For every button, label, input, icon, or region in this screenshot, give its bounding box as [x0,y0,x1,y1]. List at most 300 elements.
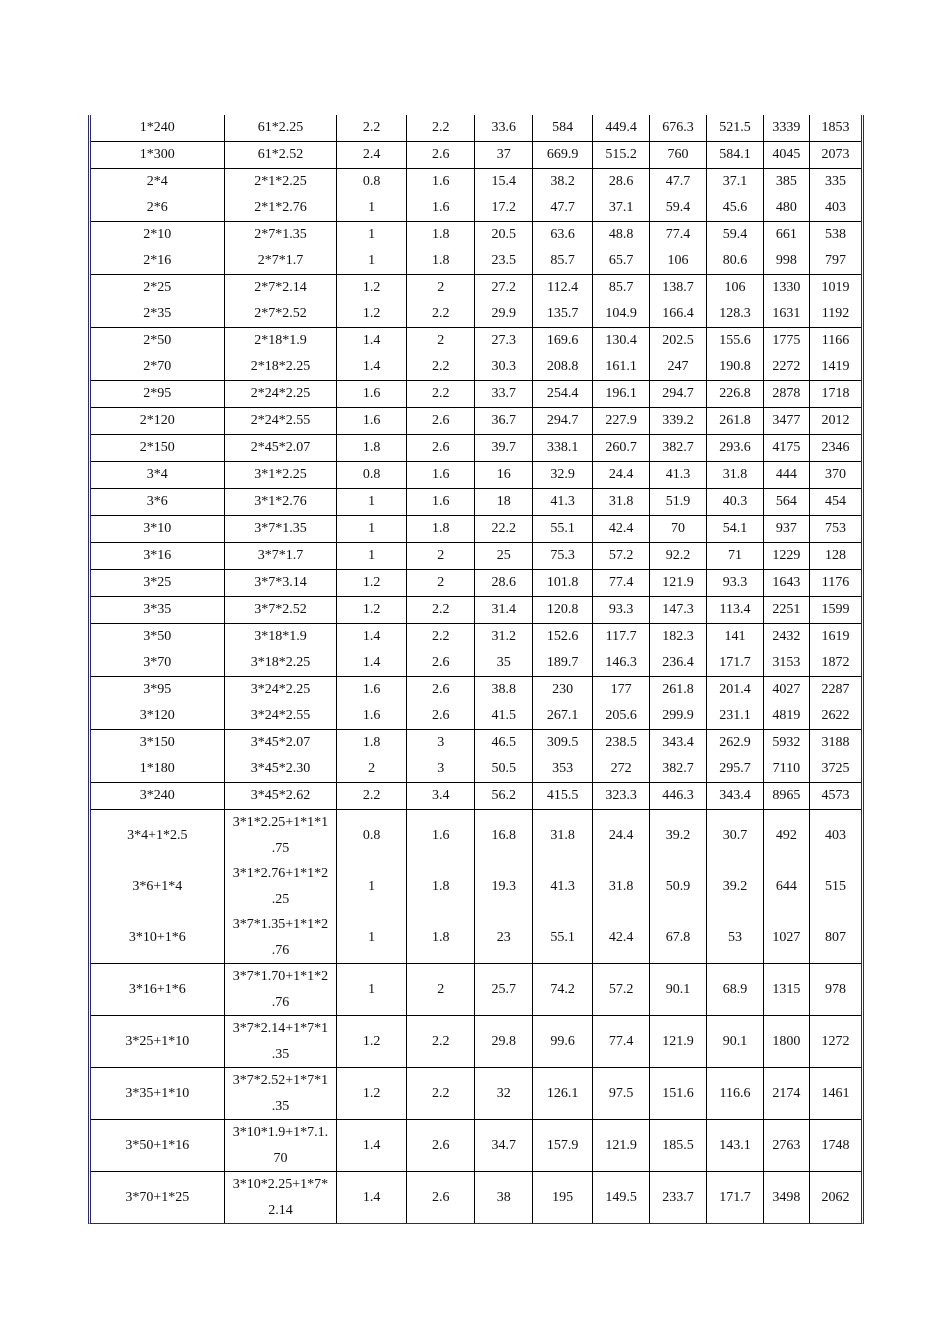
table-cell: 57.2 [593,543,649,570]
table-cell: 208.8 [532,354,592,381]
table-cell: 1176 [810,570,861,597]
table-cell: 17.2 [475,195,532,222]
table-cell: 34.7 [475,1120,532,1172]
table-cell: 3*7*2.52 [224,597,337,624]
table-row [91,142,861,169]
table-cell: 3*7*1.70+1*1*2 .76 [224,964,337,1016]
table-cell: 2*150 [91,435,224,462]
table-cell: 1 [337,516,407,543]
table-cell: 2*18*2.25 [224,354,337,381]
table-cell: 117.7 [593,624,649,651]
table-cell: 75.3 [532,543,592,570]
table-row [91,275,861,302]
table-cell: 3*1*2.25+1*1*1 .75 [224,810,337,862]
table-cell: 3*1*2.25 [224,462,337,489]
table-cell: 2346 [810,435,861,462]
table-cell: 190.8 [707,354,763,381]
table-cell: 2*10 [91,222,224,249]
table-row [91,677,861,704]
table-cell: 18 [475,489,532,516]
table-cell: 46.5 [475,730,532,757]
table-cell: 1 [337,222,407,249]
table-cell: 309.5 [532,730,592,757]
table-cell: 1.4 [337,1172,407,1224]
table-cell: 260.7 [593,435,649,462]
table-cell: 151.6 [649,1068,706,1120]
table-cell: 37.1 [707,169,763,196]
table-cell: 978 [810,964,861,1016]
table-cell: 1166 [810,328,861,355]
table-cell: 1.6 [406,169,475,196]
table-cell: 120.8 [532,597,592,624]
table-cell: 59.4 [707,222,763,249]
table-cell: 339.2 [649,408,706,435]
table-cell: 1.2 [337,275,407,302]
table-cell: 31.2 [475,624,532,651]
table-body [91,115,861,1223]
table-cell: 236.4 [649,650,706,677]
table-cell: 37.1 [593,195,649,222]
table-cell: 3*35+1*10 [91,1068,224,1120]
table-cell: 403 [810,195,861,222]
table-cell: 20.5 [475,222,532,249]
table-cell: 65.7 [593,248,649,275]
table-cell: 2*7*2.52 [224,301,337,328]
table-cell: 267.1 [532,703,592,730]
table-cell: 155.6 [707,328,763,355]
table-cell: 226.8 [707,381,763,408]
table-cell: 230 [532,677,592,704]
table-cell: 35 [475,650,532,677]
table-cell: 1 [337,964,407,1016]
table-cell: 93.3 [593,597,649,624]
table-cell: 32 [475,1068,532,1120]
table-cell: 177 [593,677,649,704]
table-cell: 2.6 [406,142,475,169]
table-cell: 2*1*2.76 [224,195,337,222]
table-cell: 338.1 [532,435,592,462]
table-cell: 3*10*2.25+1*7* 2.14 [224,1172,337,1224]
table-cell: 201.4 [707,677,763,704]
table-cell: 2*1*2.25 [224,169,337,196]
table-cell: 233.7 [649,1172,706,1224]
table-cell: 3*7*1.35+1*1*2 .76 [224,912,337,964]
table-cell: 261.8 [649,677,706,704]
table-row [91,783,861,810]
table-cell: 1.2 [337,597,407,624]
table-cell: 415.5 [532,783,592,810]
table-cell: 760 [649,142,706,169]
table-cell: 77.4 [593,570,649,597]
table-cell: 1599 [810,597,861,624]
table-cell: 3*120 [139,708,175,723]
table-cell: 343.4 [707,783,763,810]
table-cell: 37 [475,142,532,169]
table-cell: 2*25 [91,275,224,302]
table-cell: 1872 [810,650,861,677]
table-cell: 25.7 [475,964,532,1016]
table-cell: 3*10+1*6 [128,929,186,945]
table-cell: 1748 [810,1120,861,1172]
table-cell: 3*45*2.62 [224,783,337,810]
table-cell: 231.1 [707,703,763,730]
table-cell: 29.8 [475,1016,532,1068]
table-cell: 2.6 [406,650,475,677]
table-cell: 3153 [763,650,809,677]
table-cell: 3188 [810,730,861,757]
table-cell: 2.6 [406,1120,475,1172]
table-cell: 1.2 [337,1068,407,1120]
table-row [91,964,861,1016]
table-cell: 85.7 [593,275,649,302]
table-cell: 1.6 [406,195,475,222]
table-cell: 385 [763,169,809,196]
table-cell: 1.6 [337,703,407,730]
table-row [91,462,861,489]
table-cell: 2.2 [337,115,407,142]
table-cell: 57.2 [593,964,649,1016]
table-cell: 2.6 [406,408,475,435]
table-cell: 294.7 [649,381,706,408]
table-row [91,301,861,328]
table-cell: 47.7 [532,195,592,222]
table-cell: 2*24*2.55 [224,408,337,435]
table-cell: 106 [707,275,763,302]
table-cell: 2878 [763,381,809,408]
table-cell: 22.2 [475,516,532,543]
table-cell: 3477 [763,408,809,435]
table-cell: 2*7*1.35 [224,222,337,249]
table-cell: 3*6+1*4 [132,878,183,894]
table-row [91,222,861,249]
table-cell: 4175 [763,435,809,462]
table-cell: 101.8 [532,570,592,597]
table-cell: 121.9 [593,1120,649,1172]
table-cell: 1 [337,861,407,912]
table-cell: 2.2 [406,354,475,381]
table-cell: 196.1 [593,381,649,408]
table-cell: 2*70 [143,359,172,374]
table-cell: 1643 [763,570,809,597]
table-cell: 2*50 [91,328,224,355]
table-cell: 4573 [810,783,861,810]
table-cell: 3*1*2.76+1*1*2 .25 [224,861,337,912]
table-row [91,1172,861,1224]
table-cell: 1 [337,195,407,222]
table-cell: 24.4 [593,810,649,862]
table-cell: 3*4 [91,462,224,489]
table-cell: 3*16 [91,543,224,570]
table-cell: 335 [810,169,861,196]
table-cell: 7110 [763,756,809,783]
table-cell: 195 [532,1172,592,1224]
table-cell: 27.2 [475,275,532,302]
table-cell: 2*45*2.07 [224,435,337,462]
table-cell: 90.1 [649,964,706,1016]
table-cell: 31.8 [707,462,763,489]
table-cell: 63.6 [532,222,592,249]
table-row [91,861,861,912]
table-cell: 538 [810,222,861,249]
table-cell: 3*45*2.07 [224,730,337,757]
table-cell: 1.4 [337,650,407,677]
table-cell: 70 [649,516,706,543]
table-cell: 4027 [763,677,809,704]
table-cell: 2272 [763,354,809,381]
table-cell: 55.1 [532,912,592,964]
table-cell: 1315 [763,964,809,1016]
table-cell: 444 [763,462,809,489]
table-cell: 59.4 [649,195,706,222]
table-cell: 3*95 [91,677,224,704]
table-cell: 169.6 [532,328,592,355]
table-row [91,703,861,730]
table-row [91,169,861,196]
table-cell: 449.4 [593,115,649,142]
table-cell: 166.4 [649,301,706,328]
table-cell: 30.7 [707,810,763,862]
table-cell: 5932 [763,730,809,757]
table-cell: 294.7 [532,408,592,435]
table-cell: 55.1 [532,516,592,543]
table-cell: 161.1 [593,354,649,381]
table-cell: 143.1 [707,1120,763,1172]
table-cell: 50.5 [475,756,532,783]
table-cell: 1 [337,248,407,275]
table-row [91,543,861,570]
table-cell: 1*180 [139,761,175,776]
table-cell: 1619 [810,624,861,651]
table-cell: 2.6 [406,1172,475,1224]
table-cell: 669.9 [532,142,592,169]
table-cell: 1.6 [406,489,475,516]
table-cell: 36.7 [475,408,532,435]
table-cell: 3.4 [406,783,475,810]
table-cell: 31.8 [532,810,592,862]
table-cell: 152.6 [532,624,592,651]
table-cell: 1.4 [337,1120,407,1172]
table-cell: 2*7*2.14 [224,275,337,302]
table-cell: 3*35 [91,597,224,624]
table-cell: 343.4 [649,730,706,757]
table-cell: 227.9 [593,408,649,435]
table-cell: 3*10*1.9+1*7.1. 70 [224,1120,337,1172]
table-cell: 182.3 [649,624,706,651]
table-cell: 77.4 [593,1016,649,1068]
table-cell: 39.7 [475,435,532,462]
table-cell: 29.9 [475,301,532,328]
table-cell: 1853 [810,115,861,142]
table-cell: 97.5 [593,1068,649,1120]
table-cell: 1.6 [337,381,407,408]
table-cell: 39.2 [707,861,763,912]
table-cell: 254.4 [532,381,592,408]
table-row [91,195,861,222]
table-cell: 42.4 [593,516,649,543]
table-cell: 90.1 [707,1016,763,1068]
table-cell: 138.7 [649,275,706,302]
table-cell: 74.2 [532,964,592,1016]
table-cell: 205.6 [593,703,649,730]
table-cell: 1 [337,543,407,570]
table-cell: 2.2 [406,115,475,142]
table-cell: 85.7 [532,248,592,275]
table-cell: 1.8 [406,912,475,964]
table-cell: 3339 [763,115,809,142]
table-cell: 126.1 [532,1068,592,1120]
table-cell: 3*4+1*2.5 [91,810,224,862]
table-cell: 189.7 [532,650,592,677]
table-cell: 171.7 [707,1172,763,1224]
table-cell: 247 [649,354,706,381]
table-row [91,624,861,651]
table-row [91,248,861,275]
table-cell: 56.2 [475,783,532,810]
table-cell: 323.3 [593,783,649,810]
table-cell: 3*50+1*16 [91,1120,224,1172]
table-cell: 61*2.25 [224,115,337,142]
table-cell: 403 [810,810,861,862]
table-cell: 128 [810,543,861,570]
table-cell: 3*1*2.76 [224,489,337,516]
table-cell: 238.5 [593,730,649,757]
table-cell: 39.2 [649,810,706,862]
table-cell: 644 [763,861,809,912]
table-cell: 1718 [810,381,861,408]
table-cell: 3*70+1*25 [91,1172,224,1224]
table-cell: 33.7 [475,381,532,408]
table-cell: 2 [406,275,475,302]
table-cell: 1.8 [406,516,475,543]
table-cell: 106 [649,248,706,275]
table-cell: 1.6 [337,408,407,435]
table-cell: 1229 [763,543,809,570]
table-cell: 1775 [763,328,809,355]
table-cell: 3*24*2.25 [224,677,337,704]
table-cell: 0.8 [337,810,407,862]
table-cell: 2*4 [91,169,224,196]
table-cell: 24.4 [593,462,649,489]
table-cell: 19.3 [475,861,532,912]
table-cell: 1*240 [139,120,175,135]
table-cell: 38 [475,1172,532,1224]
table-cell: 2*6 [146,200,168,215]
table-cell: 146.3 [593,650,649,677]
table-cell: 3*240 [91,783,224,810]
table-cell: 2432 [763,624,809,651]
table-cell: 1.2 [337,1016,407,1068]
table-cell: 32.9 [532,462,592,489]
table-cell: 299.9 [649,703,706,730]
table-cell: 1.8 [406,222,475,249]
table-row [91,516,861,543]
table-cell: 2.2 [406,624,475,651]
table-cell: 53 [707,912,763,964]
table-cell: 2 [406,570,475,597]
table-cell: 2174 [763,1068,809,1120]
table-cell: 1.2 [337,301,407,328]
table-cell: 1.8 [337,730,407,757]
table-cell: 1 [337,489,407,516]
table-cell: 584.1 [707,142,763,169]
table-row [91,408,861,435]
table-cell: 753 [810,516,861,543]
table-cell: 2.2 [337,783,407,810]
table-cell: 480 [763,195,809,222]
table-cell: 23 [475,912,532,964]
table-cell: 3*70 [143,655,172,670]
table-cell: 492 [763,810,809,862]
table-cell: 272 [593,756,649,783]
table-cell: 2.6 [406,677,475,704]
table-cell: 16 [475,462,532,489]
table-row [91,381,861,408]
table-cell: 67.8 [649,912,706,964]
table-cell: 3*10 [91,516,224,543]
table-cell: 113.4 [707,597,763,624]
table-cell: 40.3 [707,489,763,516]
table-cell: 2*18*1.9 [224,328,337,355]
table-row [91,1016,861,1068]
table-cell: 41.3 [532,861,592,912]
table-row [91,328,861,355]
table-cell: 4819 [763,703,809,730]
table-cell: 2*24*2.25 [224,381,337,408]
table-cell: 1631 [763,301,809,328]
cable-spec-table [91,115,861,1223]
table-cell: 2*95 [91,381,224,408]
table-cell: 38.2 [532,169,592,196]
table-cell: 31.8 [593,489,649,516]
table-cell: 121.9 [649,1016,706,1068]
table-cell: 99.6 [532,1016,592,1068]
table-cell: 41.3 [649,462,706,489]
table-cell: 68.9 [707,964,763,1016]
table-cell: 1330 [763,275,809,302]
table-cell: 104.9 [593,301,649,328]
table-cell: 676.3 [649,115,706,142]
table-cell: 0.8 [337,462,407,489]
table-cell: 3*24*2.55 [224,703,337,730]
table-cell: 2.2 [406,1068,475,1120]
table-cell: 2*16 [143,253,172,268]
table-cell: 112.4 [532,275,592,302]
table-cell: 2*120 [91,408,224,435]
table-cell: 1461 [810,1068,861,1120]
table-cell: 157.9 [532,1120,592,1172]
table-cell: 48.8 [593,222,649,249]
table-cell: 3 [406,756,475,783]
table-cell: 2 [406,964,475,1016]
table-cell: 25 [475,543,532,570]
table-row [91,756,861,783]
table-cell: 141 [707,624,763,651]
table-cell: 3*7*1.35 [224,516,337,543]
table-cell: 1.8 [406,861,475,912]
table-cell: 3*7*2.14+1*7*1 .35 [224,1016,337,1068]
table-cell: 0.8 [337,169,407,196]
table-cell: 27.3 [475,328,532,355]
table-cell: 807 [810,912,861,964]
table-row [91,435,861,462]
table-cell: 1019 [810,275,861,302]
table-cell: 2.2 [406,597,475,624]
table-cell: 1 [337,912,407,964]
table-cell: 2.4 [337,142,407,169]
table-row [91,354,861,381]
table-row [91,1068,861,1120]
table-cell: 2012 [810,408,861,435]
